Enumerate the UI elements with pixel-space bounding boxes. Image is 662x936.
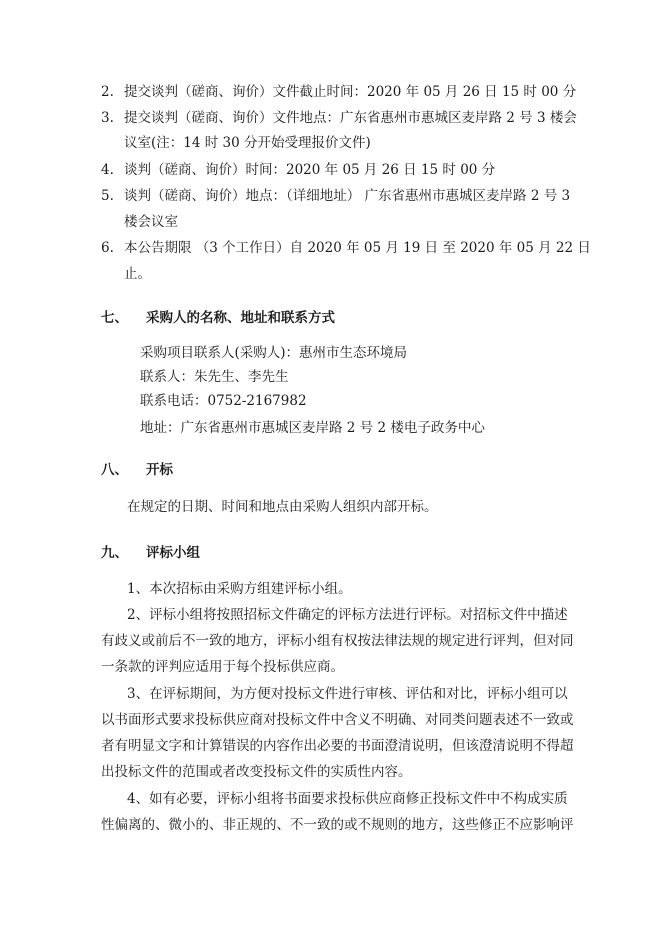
- contact-line: 联系电话：0752-2167982: [140, 393, 307, 409]
- contact-line: 采购项目联系人(采购人)：惠州市生态环境局: [140, 345, 408, 361]
- list-text: 提交谈判（磋商、询价）文件地点：广东省惠州市惠城区麦岸路 2 号 3 楼会: [124, 110, 577, 126]
- section-title: 开标: [146, 462, 173, 478]
- list-text: 楼会议室: [124, 214, 178, 230]
- section-number: 九、: [101, 545, 128, 561]
- paragraph-line: 1、本次招标由采购方组建评标小组。: [127, 581, 352, 597]
- section-number: 七、: [101, 310, 128, 326]
- list-number: 3.: [101, 110, 114, 126]
- list-text: 谈判（磋商、询价）时间：2020 年 05 月 26 日 15 时 00 分: [124, 162, 496, 178]
- paragraph-line: 出投标文件的范围或者改变投标文件的实质性内容。: [101, 764, 412, 780]
- list-text: 本公告期限 （3 个工作日）自 2020 年 05 月 19 日 至 2020 年 05 月 22 日: [124, 240, 591, 256]
- paragraph-line: 者有明显文字和计算错误的内容作出必要的书面澄清说明，但该澄清说明不得超: [101, 738, 574, 754]
- paragraph-line: 性偏离的、微小的、非正规的、不一致的或不规则的地方，这些修正不应影响评: [101, 817, 574, 833]
- list-text: 止。: [124, 266, 151, 282]
- contact-line: 地址：广东省惠州市惠城区麦岸路 2 号 2 楼电子政务中心: [140, 420, 485, 436]
- paragraph-line: 以书面形式要求投标供应商对投标文件中含义不明确、对同类问题表述不一致或: [101, 712, 574, 728]
- paragraph-line: 3、在评标期间，为方便对投标文件进行审核、评估和对比，评标小组可以: [127, 686, 568, 702]
- section-number: 八、: [101, 462, 128, 478]
- list-number: 2.: [101, 84, 114, 100]
- section-title: 评标小组: [146, 545, 200, 561]
- section-title: 采购人的名称、地址和联系方式: [146, 310, 335, 326]
- contact-line: 联系人：朱先生、李先生: [140, 369, 289, 385]
- paragraph-line: 一条款的评判应适用于每个投标供应商。: [101, 659, 344, 675]
- paragraph-line: 2、评标小组将按照招标文件确定的评标方法进行评标。对招标文件中描述: [127, 607, 568, 623]
- paragraph-line: 在规定的日期、时间和地点由采购人组织内部开标。: [127, 499, 438, 515]
- list-text: 提交谈判（磋商、询价）文件截止时间：2020 年 05 月 26 日 15 时 00 分: [124, 84, 577, 100]
- paragraph-line: 4、如有必要，评标小组将书面要求投标供应商修正投标文件中不构成实质: [127, 791, 568, 807]
- list-number: 4.: [101, 162, 114, 178]
- paragraph-line: 有歧义或前后不一致的地方，评标小组有权按法律法规的规定进行评判，但对同: [101, 633, 574, 649]
- list-text: 谈判（磋商、询价）地点：（详细地址） 广东省惠州市惠城区麦岸路 2 号 3: [124, 188, 571, 204]
- list-number: 5.: [101, 188, 114, 204]
- list-text: 议室(注：14 时 30 分开始受理报价文件): [124, 135, 371, 151]
- list-number: 6.: [101, 240, 114, 256]
